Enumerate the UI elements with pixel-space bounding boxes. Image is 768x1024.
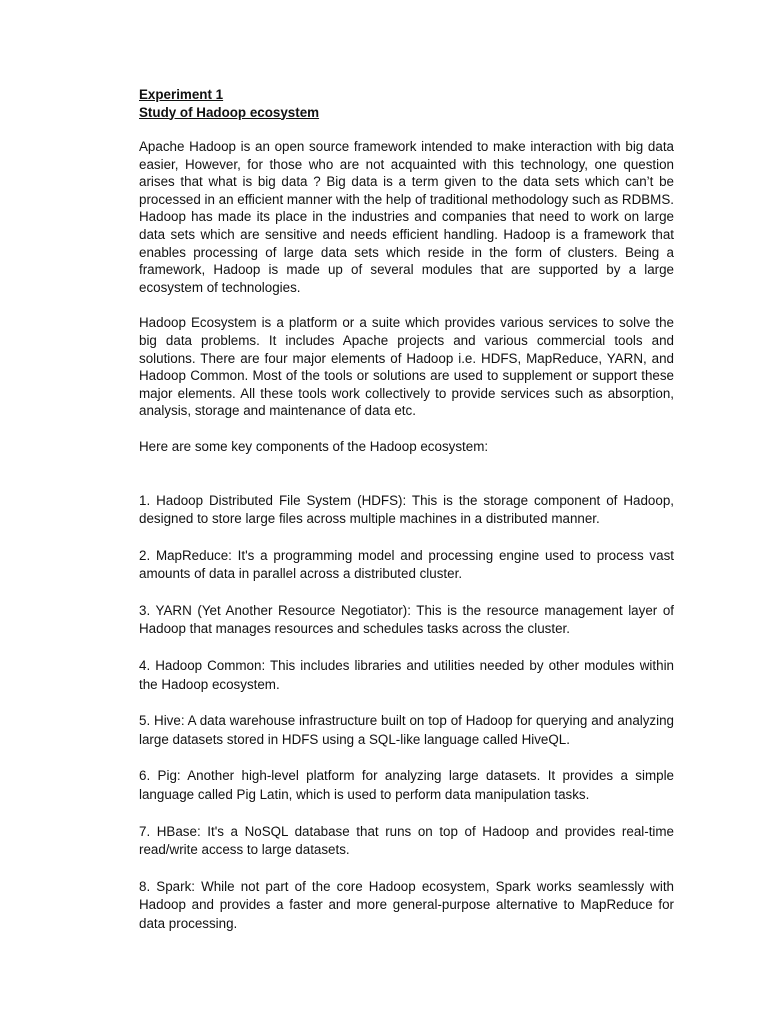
intro-paragraph: Apache Hadoop is an open source framework intended to make interaction with big data easier, However, for those who are not acquainted with this technology, one question arises that what is big data ? Big data is a term given to the data sets which can’t be processed in an efficient manner with the help of traditional methodology such as RDBMS. Hadoop has made its place in the industries and companies that need to work on large data sets which are sensitive and needs efficient handling. Hadoop is a framework that enables processing of large data sets which reside in the form of clusters. Being a framework, Hadoop is made up of several modules that are supported by a large ecosystem of technologies. [139, 139, 674, 295]
components-list [139, 492, 674, 934]
experiment-title: Experiment 1 [139, 87, 224, 102]
list-item-mapreduce: 2. MapReduce: It's a programming model and processing engine used to process vast amounts of data in parallel across a distributed cluster. [139, 547, 674, 582]
list-item-hive: 5. Hive: A data warehouse infrastructure built on top of Hadoop for querying and analyzing large datasets stored in HDFS using a SQL-like language called HiveQL. [139, 713, 674, 747]
list-item-hadoop-common: 4. Hadoop Common: This includes libraries and utilities needed by other modules within the Hadoop ecosystem. [139, 658, 674, 692]
ecosystem-paragraph: Hadoop Ecosystem is a platform or a suite which provides various services to solve the big data problems. It includes Apache projects and various commercial tools and solutions. There are four major elements of Hadoop i.e. HDFS, MapReduce, YARN, and Hadoop Common. Most of the tools or solutions are used to supplement or support these major elements. All these tools work collectively to provide services such as absorption, analysis, storage and maintenance of data etc. [139, 315, 674, 419]
list-item-pig: 6. Pig: Another high-level platform for analyzing large datasets. It provides a simple language called Pig Latin, which is used to perform data manipulation tasks. [139, 768, 674, 803]
list-item-hbase: 7. HBase: It's a NoSQL database that runs on top of Hadoop and provides real-time read/write access to large datasets. [139, 823, 674, 858]
document-page [139, 86, 674, 934]
document-subtitle: Study of Hadoop ecosystem [139, 104, 320, 120]
list-item-hdfs: 1. Hadoop Distributed File System (HDFS): This is the storage component of Hadoop, designed to store large files across multiple machines in a distributed manner. [139, 492, 674, 527]
list-item-yarn: 3. YARN (Yet Another Resource Negotiator): This is the resource management layer of Hadoop that manages resources and schedules tasks across the cluster. [139, 602, 674, 637]
components-intro: Here are some key components of the Hadoop ecosystem: [139, 438, 489, 454]
list-item-spark: 8. Spark: While not part of the core Hadoop ecosystem, Spark works seamlessly with Hadoop and provides a faster and more general-purpose alternative to MapReduce for data processing. [139, 878, 674, 931]
